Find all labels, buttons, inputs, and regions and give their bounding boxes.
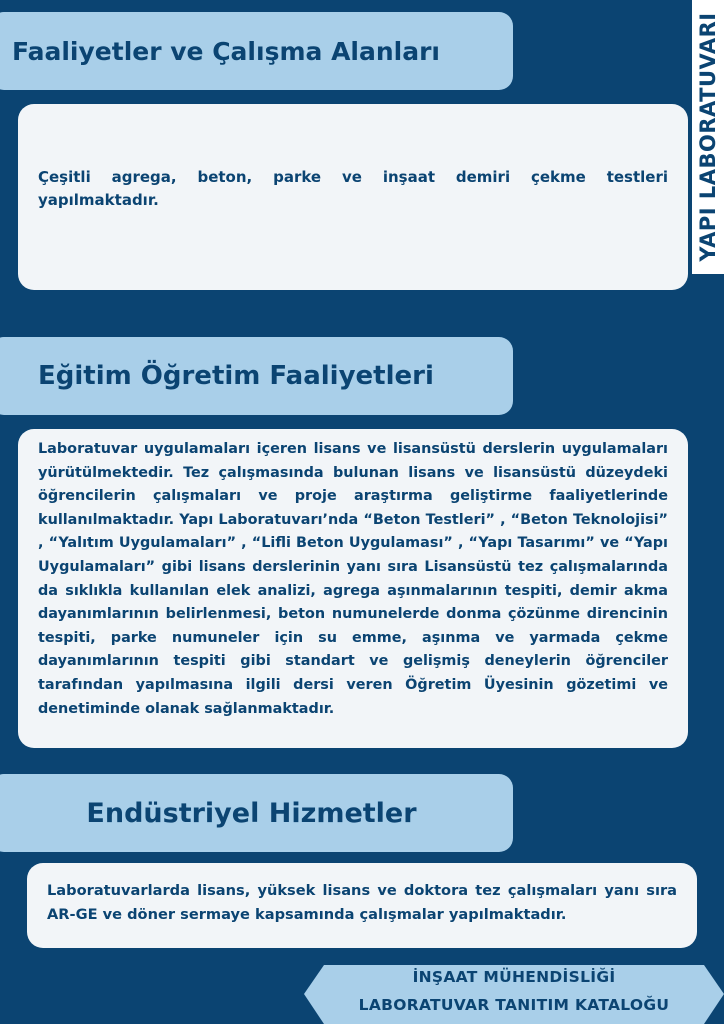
section-body-industrial: Laboratuvarlarda lisans, yüksek lisans ve doktora tez çalışmaları yanı sıra AR-GE ve döner sermaye kapsamında çalışmalar yapılmaktadır. <box>27 863 697 948</box>
section-heading-activities: Faaliyetler ve Çalışma Alanları <box>0 12 513 90</box>
section-body-education: Laboratuvar uygulamaları içeren lisans ve lisansüstü derslerin uygulamaları yürütülmektedir. Tez çalışmasında bulunan lisans ve lisansüstü düzeydeki öğrencilerin çalışmaları ve proje araştırma geliştirme faaliyetlerinde kullanılmaktadır. Yapı Laboratuvarı’nda “Beton Testleri” , “Beton Teknolojisi” , “Yalıtım Uygulamaları” , “Lifli Beton Uygulaması” , “Yapı Tasarımı” ve “Yapı Uygulamaları” gibi lisans derslerinin yanı sıra Lisansüstü tez çalışmalarında da sıklıkla kullanılan elek analizi, agrega aşınmalarının tespiti, demir akma dayanımlarının belirlenmesi, beton numunelerde donma çözünme direncinin tespiti, parke numuneler için su emme, aşınma ve yarmada çekme dayanımlarının tespiti gibi standart ve gelişmiş deneylerin öğrenciler tarafından yapılmasına ilgili dersi veren Öğretim Üyesinin gözetimi ve denetiminde olanak sağlanmaktadır. <box>18 429 688 748</box>
side-tab-label: YAPI LABORATUVARI <box>696 12 720 262</box>
section-body-activities: Çeşitli agrega, beton, parke ve inşaat demiri çekme testleri yapılmaktadır. <box>18 104 688 290</box>
section-heading-industrial: Endüstriyel Hizmetler <box>0 774 513 852</box>
section-heading-education: Eğitim Öğretim Faaliyetleri <box>0 337 513 415</box>
footer-title-line1: İNŞAAT MÜHENDİSLİĞİ <box>412 968 616 986</box>
footer-title-line2: LABORATUVAR TANITIM KATALOĞU <box>358 996 670 1014</box>
